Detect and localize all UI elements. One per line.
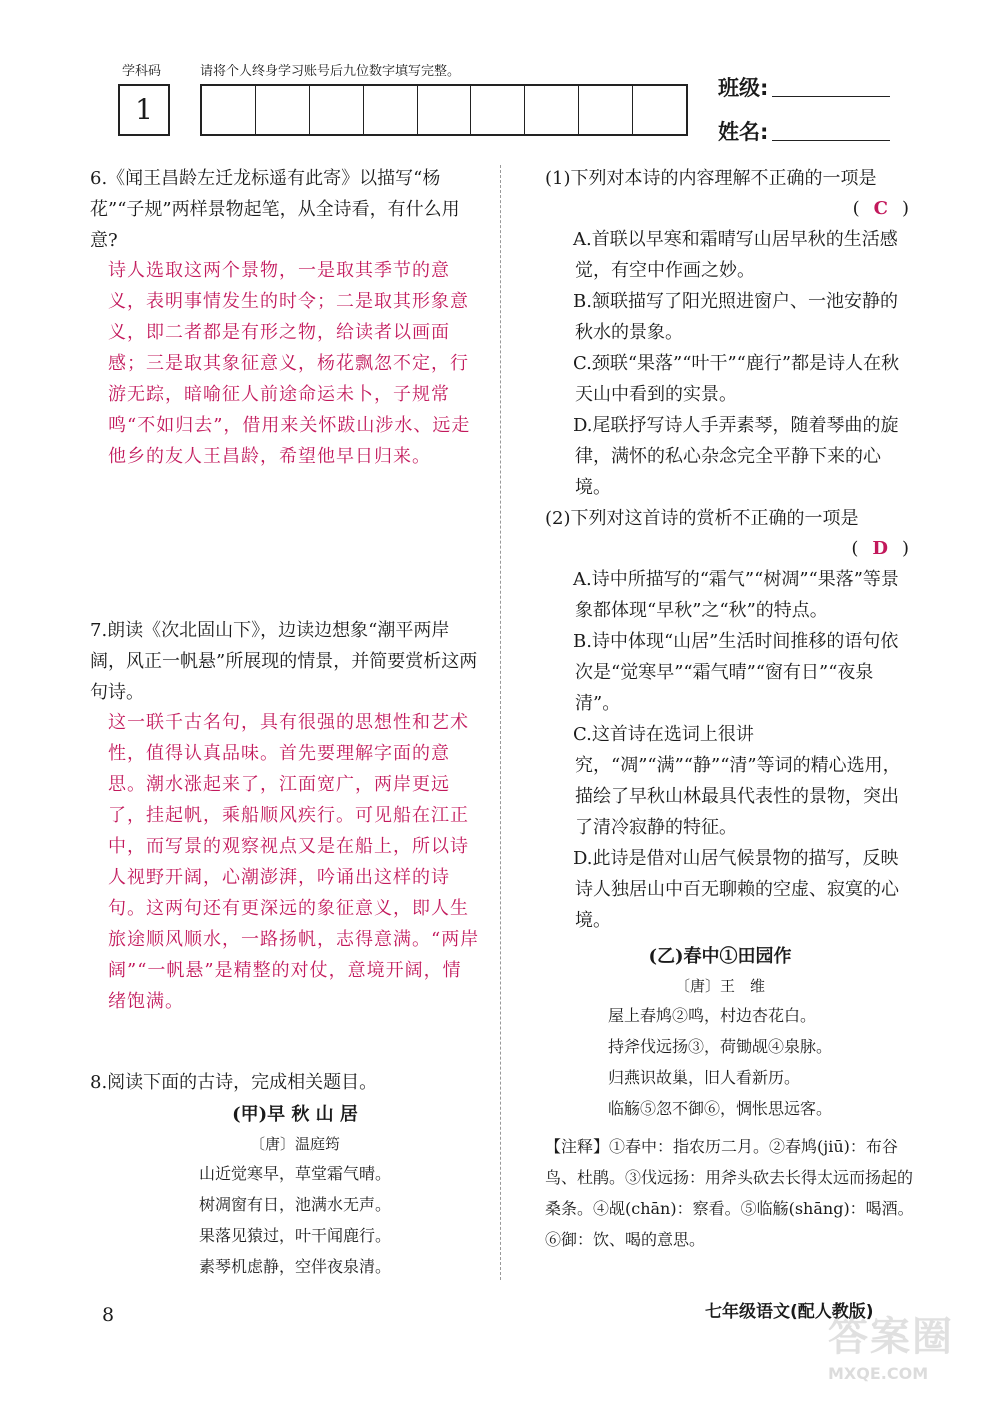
sub-question-1-answer-slot: ( C ) [852, 198, 909, 219]
name-blank[interactable] [772, 140, 890, 141]
sub-question-2-option: D.此诗是借对山居气候景物的描写，反映诗人独居山中百无聊赖的空虚、寂寞的心境。 [573, 848, 899, 931]
sub-question-1-answer: C [873, 198, 888, 219]
digit-cell[interactable] [633, 86, 686, 134]
sub-question-2-option: C.这首诗在选词上很讲究，“凋”“满”“静”“清”等词的精心选用，描绘了早秋山林最具代表性的景物，突出了清冷寂静的特征。 [573, 724, 901, 838]
sub-question-2-option: A.诗中所描写的“霜气”“树凋”“果落”等景象都体现“早秋”之“秋”的特点。 [573, 569, 899, 621]
name-label: 姓名: [718, 120, 769, 144]
digit-cell[interactable] [471, 86, 525, 134]
digit-cell[interactable] [525, 86, 579, 134]
subject-code-box: 1 [118, 84, 170, 136]
sub-question-1-option: A.首联以早寒和霜晴写山居早秋的生活感觉，有空中作画之妙。 [573, 229, 898, 281]
sub-question-1-stem: (1)下列对本诗的内容理解不正确的一项是 [545, 168, 877, 189]
sub-question-1-option: C.颈联“果落”“叶干”“鹿行”都是诗人在秋天山中看到的实景。 [573, 353, 900, 405]
poem-a-line: 树凋窗有日，池满水无声。 [198, 1195, 391, 1214]
digit-cell[interactable] [418, 86, 472, 134]
poem-b-line: 屋上春鸠②鸣，村边杏花白。 [608, 1006, 817, 1025]
question-6: 6.《闻王昌龄左迁龙标遥有此寄》以描写“杨花”“子规”两样景物起笔，从全诗看，有什么用意? [90, 168, 460, 251]
class-field[interactable] [718, 72, 890, 102]
poem-b-line: 归燕识故巢，旧人看新历。 [608, 1068, 801, 1087]
question-8: 8.阅读下面的古诗，完成相关题目。 [90, 1072, 378, 1093]
account-instruction: 请将个人终身学习账号后九位数字填写完整。 [200, 64, 461, 79]
question-6-answer: 诗人选取这两个景物，一是取其季节的意义，表明事情发生的时令；二是取其形象意义，即二者都是有形之物，给读者以画面感；三是取其象征意义，杨花飘忽不定，行游无踪，暗喻征人前途命运未卜，子规常鸣“不如归去”，借用来关怀跋山涉水、远走他乡的友人王昌龄，希望他早日归来。 [108, 260, 471, 467]
digit-cell[interactable] [579, 86, 633, 134]
poem-b-line: 持斧伐远扬③，荷锄觇④泉脉。 [608, 1037, 833, 1056]
sub-question-2-answer-slot: ( D ) [851, 538, 909, 559]
column-divider [500, 165, 501, 1280]
watermark-logo-text: 答案圈 [828, 1314, 954, 1360]
poem-a-line: 果落见猿过，叶干闻鹿行。 [198, 1226, 391, 1245]
sub-question-1-option: D.尾联抒写诗人手弄素琴，随着琴曲的旋律，满怀的私心杂念完全平静下来的心境。 [573, 415, 899, 498]
question-7-answer: 这一联千古名句，具有很强的思想性和艺术性，值得认真品味。首先要理解字面的意思。潮水涨起来了，江面宽广，两岸更远了，挂起帆，乘船顺风疾行。可见船在江正中，而写景的观察视点又是在船上，所以诗人视野开阔，心潮澎湃，吟诵出这样的诗句。这两句还有更深远的象征意义，即人生旅途顺风顺水，一路扬帆，志得意满。“两岸阔”“一帆悬”是精整的对仗，意境开阔，情绪饱满。 [108, 712, 480, 1012]
poem-notes: 【注释】①春中：指农历二月。②春鸠(jiū)：布谷鸟、杜鹃。③伐远扬：用斧头砍去长得太远而扬起的桑条。④觇(chān)：察看。⑤临觞(shāng)：喝酒。⑥御：饮、喝的意思。 [545, 1137, 914, 1249]
digit-cell[interactable] [256, 86, 310, 134]
name-field[interactable] [718, 116, 890, 146]
class-label: 班级: [718, 76, 769, 100]
poem-a-line: 山近觉寒早，草堂霜气晴。 [198, 1164, 391, 1183]
digit-cell[interactable] [202, 86, 256, 134]
question-7: 7.朗读《次北固山下》，边读边想象“潮平两岸阔，风正一帆悬”所展现的情景，并简要赏析这两句诗。 [90, 620, 478, 703]
poem-a-author: 〔唐〕温庭筠 [249, 1135, 340, 1153]
poem-a [110, 1100, 480, 1282]
digit-cell[interactable] [364, 86, 418, 134]
watermark-logo [828, 1305, 978, 1405]
sub-question-2-answer: D [872, 538, 888, 559]
poem-b-author: 〔唐〕王 维 [674, 977, 765, 995]
poem-b-line: 临觞⑤忽不御⑥，惆怅思远客。 [608, 1099, 833, 1118]
book-title: 七年级语文(配人教版) [705, 1302, 874, 1322]
watermark-site: MXQE.COM [828, 1364, 929, 1383]
poem-b-title: (乙)春中①田园作 [648, 946, 792, 967]
sub-question-1-option: B.颔联描写了阳光照进窗户、一池安静的秋水的景象。 [573, 291, 898, 343]
poem-a-line: 素琴机虑静，空伴夜泉清。 [198, 1257, 391, 1276]
sub-question-2-option: B.诗中体现“山居”生活时间推移的语句依次是“觉寒早”“霜气晴”“窗有日”“夜泉清”。 [573, 631, 899, 714]
page-number: 8 [102, 1304, 115, 1326]
digit-cell[interactable] [310, 86, 364, 134]
subject-code-label: 学科码 [122, 64, 162, 79]
poem-a-title: (甲)早 秋 山 居 [232, 1104, 358, 1125]
class-blank[interactable] [772, 96, 890, 97]
account-digit-boxes[interactable] [200, 84, 688, 136]
right-column [545, 163, 915, 936]
poem-b [520, 942, 920, 1124]
sub-question-2-stem: (2)下列对这首诗的赏析不正确的一项是 [545, 508, 859, 529]
